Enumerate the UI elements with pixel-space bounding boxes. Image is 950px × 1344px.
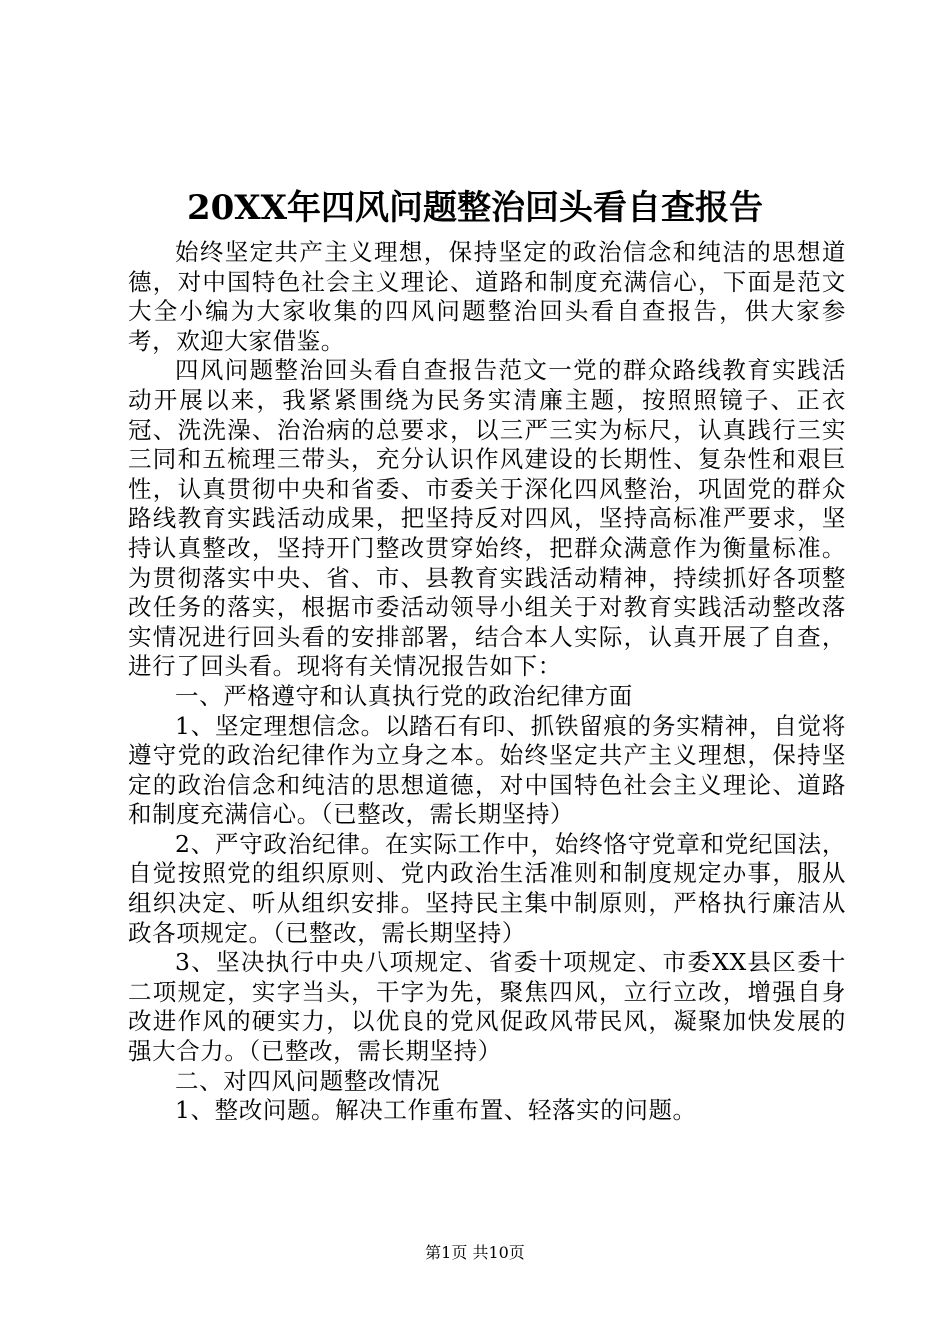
paragraph-item-3: 3、坚决执行中央八项规定、省委十项规定、市委XX县区委十二项规定，实字当头，干字为先，聚焦四风，立行立改，增强自身改进作风的硬实力，以优良的党风促政风带民风，凝聚加快发展的强大合力。（已整改，需长期坚持）: [128, 948, 846, 1066]
paragraph-rectification-1: 1、整改问题。解决工作重布置、轻落实的问题。: [175, 1096, 697, 1125]
page-footer: 第1页 共10页: [425, 1243, 525, 1262]
document-body: [128, 238, 846, 1126]
section-heading-1: 一、严格遵守和认真执行党的政治纪律方面: [175, 681, 633, 710]
document-title: 20XX年四风问题整治回头看自查报告: [186, 188, 764, 228]
paragraph-item-1: 1、坚定理想信念。以踏石有印、抓铁留痕的务实精神，自觉将遵守党的政治纪律作为立身之本。始终坚定共产主义理想，保持坚定的政治信念和纯洁的思想道德，对中国特色社会主义理论、道路和制度充满信心。（已整改，需长期坚持）: [128, 711, 846, 829]
section-heading-2: 二、对四风问题整改情况: [175, 1066, 441, 1095]
paragraph-item-2: 2、严守政治纪律。在实际工作中，始终恪守党章和党纪国法，自觉按照党的组织原则、党内政治生活准则和制度规定办事，服从组织决定、听从组织安排。坚持民主集中制原则，严格执行廉洁从政各项规定。（已整改，需长期坚持）: [128, 829, 846, 947]
paragraph-report-overview: 四风问题整治回头看自查报告范文一党的群众路线教育实践活动开展以来，我紧紧围绕为民务实清廉主题，按照照镜子、正衣冠、洗洗澡、治治病的总要求，以三严三实为标尺，认真践行三实三同和五梳理三带头，充分认识作风建设的长期性、复杂性和艰巨性，认真贯彻中央和省委、市委关于深化四风整治，巩固党的群众路线教育实践活动成果，把坚持反对四风，坚持高标准严要求，坚持认真整改，坚持开门整改贯穿始终，把群众满意作为衡量标准。为贯彻落实中央、省、市、县教育实践活动精神，持续抓好各项整改任务的落实，根据市委活动领导小组关于对教育实践活动整改落实情况进行回头看的安排部署，结合本人实际，认真开展了自查，进行了回头看。现将有关情况报告如下：: [128, 356, 846, 681]
paragraph-intro: 始终坚定共产主义理想，保持坚定的政治信念和纯洁的思想道德，对中国特色社会主义理论、道路和制度充满信心，下面是范文大全小编为大家收集的四风问题整治回头看自查报告，供大家参考，欢迎大家借鉴。: [128, 238, 846, 355]
